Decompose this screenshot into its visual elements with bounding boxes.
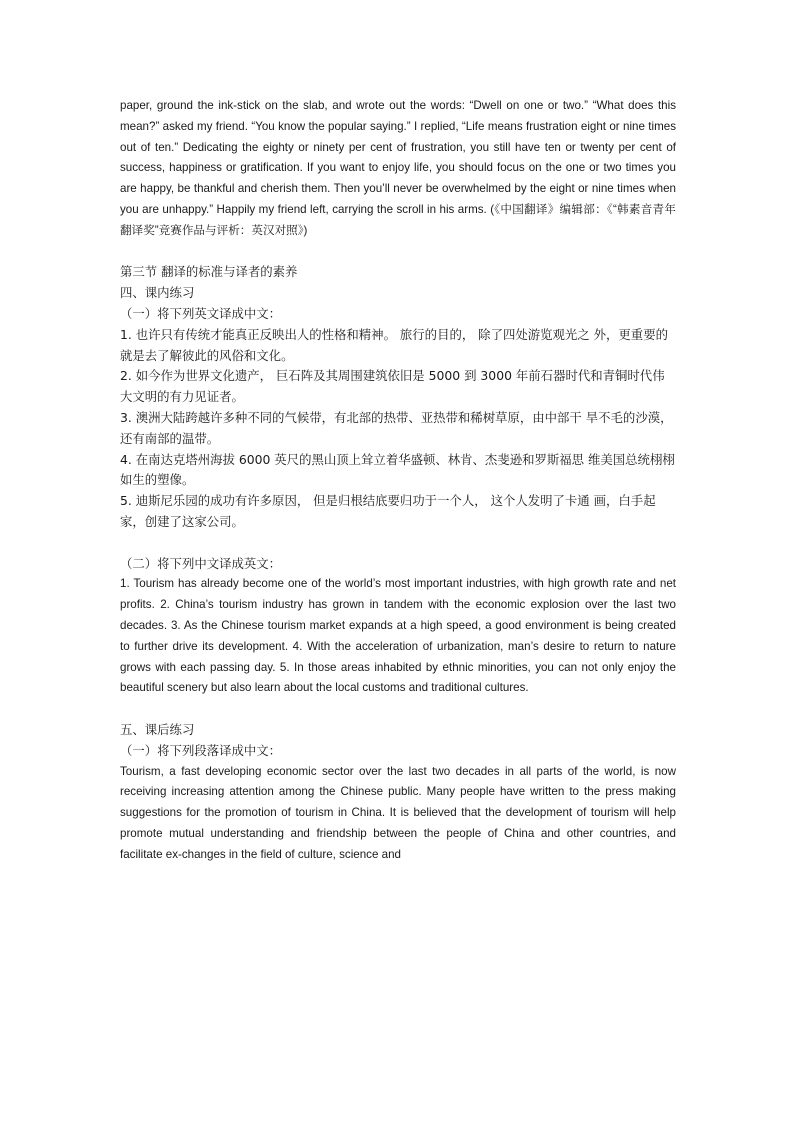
exercise-item: 5. 迪斯尼乐园的成功有许多原因， 但是归根结底要归功于一个人， 这个人发明了卡通 画，白手起家，创建了这家公司。 — [120, 493, 656, 529]
section-title: 第三节 翻译的标准与译者的素养 — [120, 264, 298, 280]
document-page — [120, 96, 676, 865]
part-5-heading: 五、课后练习 — [120, 721, 195, 737]
exercise-item: 1. 也许只有传统才能真正反映出人的性格和精神。 旅行的目的， 除了四处游览观光之 外，更重要的就是去了解彼此的风俗和文化。 — [120, 326, 668, 363]
exercise-item: 4. 在南达克塔州海拔 6000 英尺的黑山顶上耸立着华盛顿、林肯、杰斐逊和罗斯福思 维美国总统栩栩如生的塑像。 — [120, 451, 675, 488]
exercise-2-title: （二）将下列中文译成英文： — [120, 555, 282, 571]
homework-1-paragraph: Tourism, a fast developing economic sector over the last two decades in all parts of the world, is now receiving increasing attention among the Chinese public. Many people have written to the press making suggestions for the promotion of tourism in China. It is believed that the development of tourism will help promote mutual understanding and friendship between the people of China and other countries, and facilitate ex-changes in the field of culture, science and — [120, 764, 676, 861]
spacer — [120, 242, 676, 263]
spacer — [120, 533, 676, 554]
part-4-heading: 四、课内练习 — [120, 285, 195, 301]
intro-paragraph: paper, ground the ink-stick on the slab, and wrote out the words: “Dwell on one or two.” “What does this mean?” asked my friend. “You know the popular saying.” I replied, “Life means frustration eight or nine times out of ten.” Dedicating the eighty or ninety per cent of frustration, you still have ten or twenty per cent of success, happiness or gratification. If you want to enjoy life, you should focus on the one or two times you are happy, be thankful and cherish them. Then you’ll never be overwhelmed by the eight or nine times when you are unhappy.” Happily my friend left, carrying the scroll in his arms. (《中国翻译》编辑部：《“韩素音青年翻译奖”竞赛作品与评析：英汉对照》) — [120, 99, 676, 237]
spacer — [120, 699, 676, 720]
homework-1-title: （一）将下列段落译成中文： — [120, 742, 282, 758]
exercise-2-paragraph: 1. Tourism has already become one of the world’s most important industries, with high growth rate and net profits. 2. China’s tourism industry has grown in tandem with the economic explosion over the last two decades. 3. As the Chinese tourism market expands at a high speed, a good environment is being created to further drive its development. 4. With the acceleration of urbanization, man’s desire to return to nature grows with each passing day. 5. In those areas inhabited by ethnic minorities, you can not only enjoy the beautiful scenery but also learn about the local customs and traditional cultures. — [120, 577, 676, 695]
exercise-item: 2. 如今作为世界文化遗产， 巨石阵及其周围建筑依旧是 5000 到 3000 年前石器时代和青铜时代伟大文明的有力见证者。 — [120, 368, 665, 405]
exercise-1-title: （一）将下列英文译成中文： — [120, 305, 282, 321]
exercise-item: 3. 澳洲大陆跨越许多种不同的气候带，有北部的热带、亚热带和稀树草原，由中部干 旱不毛的沙漠，还有南部的温带。 — [120, 409, 673, 446]
